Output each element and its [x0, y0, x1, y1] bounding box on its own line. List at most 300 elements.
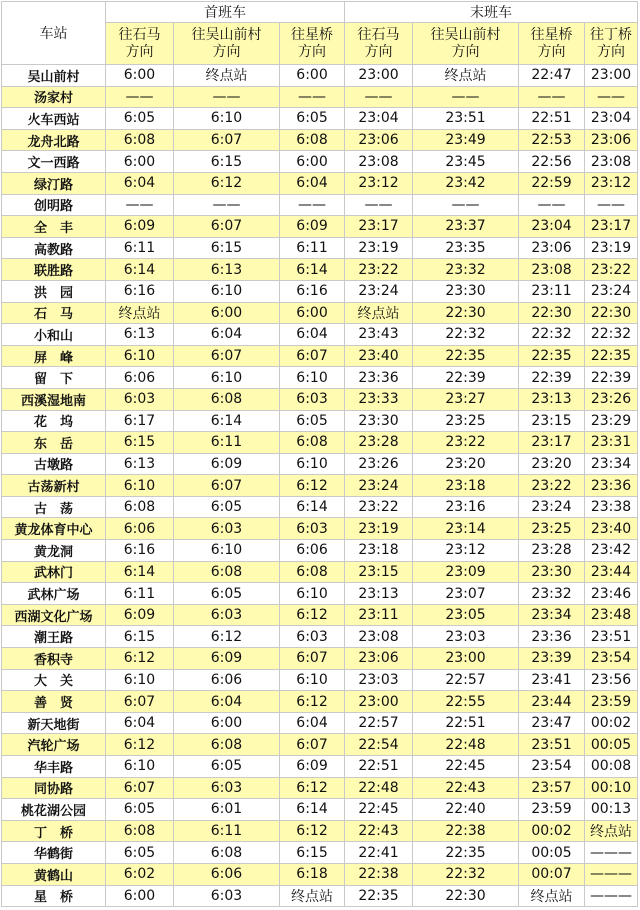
time-cell: 6:16 [106, 280, 174, 302]
time-cell: 6:14 [106, 259, 174, 281]
station-name: 黄龙洞 [2, 540, 106, 562]
time-cell: 终点站 [174, 65, 280, 87]
table-row [2, 432, 638, 454]
station-name: 东 岳 [2, 432, 106, 454]
time-cell: 22:35 [519, 345, 585, 367]
time-cell: 6:09 [174, 453, 280, 475]
station-name: 同协路 [2, 777, 106, 799]
time-cell: 6:00 [280, 65, 345, 87]
time-cell: 23:27 [413, 388, 519, 410]
time-cell: 00:10 [585, 777, 638, 799]
time-cell: 22:30 [413, 302, 519, 324]
station-name: 华鹤街 [2, 842, 106, 864]
time-cell: 23:34 [519, 604, 585, 626]
station-name: 联胜路 [2, 259, 106, 281]
first-direction-header: 往星桥 方向 [280, 23, 345, 65]
time-cell: 23:33 [345, 388, 413, 410]
time-cell: 6:04 [280, 324, 345, 346]
time-cell: 6:03 [106, 388, 174, 410]
time-cell: 22:54 [345, 734, 413, 756]
time-cell: 23:00 [345, 65, 413, 87]
time-cell: 22:35 [413, 345, 519, 367]
time-cell: 6:08 [106, 129, 174, 151]
time-cell: 6:15 [280, 842, 345, 864]
time-cell: 6:14 [280, 496, 345, 518]
time-cell: 23:42 [413, 172, 519, 194]
time-cell: 23:13 [519, 388, 585, 410]
time-cell: 6:10 [280, 453, 345, 475]
time-cell: 6:10 [280, 367, 345, 389]
station-name: 洪 园 [2, 280, 106, 302]
time-cell: 23:49 [413, 129, 519, 151]
time-cell: 23:36 [345, 367, 413, 389]
time-cell: 23:05 [413, 604, 519, 626]
time-cell: 22:56 [519, 151, 585, 173]
table-row [2, 885, 638, 907]
time-cell: 6:12 [106, 734, 174, 756]
time-cell: 6:05 [174, 496, 280, 518]
time-cell: 23:32 [519, 583, 585, 605]
station-name: 古 荡 [2, 496, 106, 518]
time-cell: 6:08 [106, 496, 174, 518]
time-cell: 22:57 [345, 712, 413, 734]
station-name: 汽轮广场 [2, 734, 106, 756]
time-cell: 6:09 [280, 216, 345, 238]
time-cell: 22:41 [345, 842, 413, 864]
time-cell: 6:08 [174, 842, 280, 864]
time-cell: 23:51 [585, 626, 638, 648]
time-cell: 6:12 [174, 172, 280, 194]
time-cell: —— [106, 194, 174, 216]
table-row [2, 302, 638, 324]
time-cell: 6:06 [174, 863, 280, 885]
table-row [2, 151, 638, 173]
table-row [2, 65, 638, 87]
time-cell: 23:18 [345, 540, 413, 562]
time-cell: 23:43 [345, 324, 413, 346]
time-cell: 6:05 [106, 842, 174, 864]
time-cell: 00:02 [585, 712, 638, 734]
time-cell: 22:35 [585, 345, 638, 367]
time-cell: 6:03 [280, 626, 345, 648]
time-cell: 6:06 [106, 367, 174, 389]
time-cell: 6:11 [174, 432, 280, 454]
table-row [2, 345, 638, 367]
time-cell: 23:30 [413, 280, 519, 302]
time-cell: 23:22 [345, 496, 413, 518]
time-cell: 6:03 [174, 518, 280, 540]
station-name: 武林广场 [2, 583, 106, 605]
time-cell: 6:04 [280, 712, 345, 734]
time-cell: 23:19 [345, 518, 413, 540]
time-cell: 6:16 [280, 280, 345, 302]
time-cell: 22:48 [345, 777, 413, 799]
table-row [2, 583, 638, 605]
time-cell: 6:02 [106, 863, 174, 885]
time-cell: 23:59 [585, 691, 638, 713]
time-cell: 6:10 [106, 475, 174, 497]
table-row [2, 280, 638, 302]
time-cell: 23:17 [585, 216, 638, 238]
timetable-body [2, 65, 638, 907]
time-cell: 6:07 [174, 216, 280, 238]
time-cell: 6:04 [280, 172, 345, 194]
station-name: 新天地街 [2, 712, 106, 734]
table-row [2, 518, 638, 540]
time-cell: 23:07 [413, 583, 519, 605]
time-cell: ——— [585, 863, 638, 885]
time-cell: 23:22 [345, 259, 413, 281]
time-cell: 22:55 [413, 691, 519, 713]
time-cell: 23:36 [585, 475, 638, 497]
time-cell: 23:39 [519, 648, 585, 670]
time-cell: 6:11 [106, 237, 174, 259]
time-cell: 22:43 [413, 777, 519, 799]
time-cell: 22:51 [519, 108, 585, 130]
time-cell: 23:13 [345, 583, 413, 605]
time-cell: 22:53 [519, 129, 585, 151]
time-cell: 23:00 [345, 691, 413, 713]
time-cell: 23:41 [519, 669, 585, 691]
time-cell: 6:18 [280, 863, 345, 885]
time-cell: 6:11 [106, 583, 174, 605]
time-cell: 6:12 [280, 820, 345, 842]
time-cell: 6:03 [280, 518, 345, 540]
time-cell: 00:07 [519, 863, 585, 885]
time-cell: 23:04 [345, 108, 413, 130]
time-cell: 23:48 [585, 604, 638, 626]
table-row [2, 237, 638, 259]
time-cell: 6:08 [174, 734, 280, 756]
table-row [2, 496, 638, 518]
time-cell: 23:54 [519, 756, 585, 778]
time-cell: 6:15 [174, 237, 280, 259]
time-cell: 6:05 [280, 410, 345, 432]
station-name: 潮王路 [2, 626, 106, 648]
time-cell: 23:25 [519, 518, 585, 540]
time-cell: 23:20 [413, 453, 519, 475]
station-name: 汤家村 [2, 86, 106, 108]
time-cell: 6:14 [106, 561, 174, 583]
table-row [2, 259, 638, 281]
subway-timetable [1, 1, 638, 907]
time-cell: 6:12 [280, 777, 345, 799]
time-cell: 23:20 [519, 453, 585, 475]
time-cell: 6:09 [106, 216, 174, 238]
time-cell: 23:42 [585, 540, 638, 562]
time-cell: 6:13 [106, 324, 174, 346]
time-cell: 6:12 [174, 626, 280, 648]
time-cell: 6:16 [106, 540, 174, 562]
station-name: 龙舟北路 [2, 129, 106, 151]
time-cell: 6:11 [280, 237, 345, 259]
table-row [2, 842, 638, 864]
time-cell: 22:32 [519, 324, 585, 346]
time-cell: 23:16 [413, 496, 519, 518]
time-cell: 6:10 [280, 583, 345, 605]
time-cell: 6:05 [280, 108, 345, 130]
time-cell: 23:40 [345, 345, 413, 367]
time-cell: 22:30 [585, 302, 638, 324]
time-cell: 6:01 [174, 799, 280, 821]
time-cell: 23:08 [585, 151, 638, 173]
time-cell: 23:03 [413, 626, 519, 648]
station-name: 绿汀路 [2, 172, 106, 194]
time-cell: 22:32 [413, 863, 519, 885]
station-name: 西湖文化广场 [2, 604, 106, 626]
time-cell: 22:38 [413, 820, 519, 842]
table-row [2, 561, 638, 583]
time-cell: 6:09 [174, 648, 280, 670]
time-cell: 22:35 [413, 842, 519, 864]
time-cell: 23:30 [519, 561, 585, 583]
time-cell: 6:10 [106, 669, 174, 691]
time-cell: 6:03 [174, 885, 280, 907]
time-cell: 23:26 [345, 453, 413, 475]
time-cell: —— [174, 194, 280, 216]
time-cell: 22:38 [345, 863, 413, 885]
time-cell: 6:10 [174, 540, 280, 562]
time-cell: 23:22 [519, 475, 585, 497]
time-cell: 23:08 [345, 626, 413, 648]
station-name: 华丰路 [2, 756, 106, 778]
time-cell: 23:00 [585, 65, 638, 87]
time-cell: 6:08 [280, 129, 345, 151]
time-cell: 23:24 [345, 475, 413, 497]
time-cell: 23:45 [413, 151, 519, 173]
time-cell: 23:22 [413, 432, 519, 454]
time-cell: 6:07 [280, 734, 345, 756]
station-name: 丁 桥 [2, 820, 106, 842]
time-cell: 23:14 [413, 518, 519, 540]
time-cell: 23:15 [345, 561, 413, 583]
station-name: 火车西站 [2, 108, 106, 130]
time-cell: 22:57 [413, 669, 519, 691]
station-column-header: 车站 [2, 2, 106, 65]
time-cell: 6:08 [174, 561, 280, 583]
time-cell: 23:12 [345, 172, 413, 194]
time-cell: 23:11 [345, 604, 413, 626]
table-row [2, 129, 638, 151]
last-direction-header: 往吴山前村 方向 [413, 23, 519, 65]
time-cell: 23:12 [413, 540, 519, 562]
table-row [2, 799, 638, 821]
time-cell: —— [280, 86, 345, 108]
table-row [2, 216, 638, 238]
time-cell: 23:03 [345, 669, 413, 691]
last-direction-header: 往石马 方向 [345, 23, 413, 65]
time-cell: 6:00 [174, 302, 280, 324]
time-cell: 23:28 [345, 432, 413, 454]
time-cell: 22:39 [519, 367, 585, 389]
station-name: 文一西路 [2, 151, 106, 173]
time-cell: 23:17 [519, 432, 585, 454]
time-cell: 23:35 [413, 237, 519, 259]
time-cell: 6:08 [280, 561, 345, 583]
time-cell: 6:14 [280, 259, 345, 281]
station-name: 花 坞 [2, 410, 106, 432]
station-name: 黄龙体育中心 [2, 518, 106, 540]
table-row [2, 648, 638, 670]
time-cell: 6:05 [174, 756, 280, 778]
time-cell: 6:12 [280, 475, 345, 497]
time-cell: —— [280, 194, 345, 216]
table-row [2, 691, 638, 713]
table-row [2, 367, 638, 389]
station-name: 全 丰 [2, 216, 106, 238]
table-row [2, 626, 638, 648]
time-cell: 6:03 [280, 388, 345, 410]
time-cell: 6:14 [174, 410, 280, 432]
time-cell: 23:08 [519, 259, 585, 281]
station-name: 屏 峰 [2, 345, 106, 367]
time-cell: 6:00 [280, 302, 345, 324]
time-cell: 23:24 [345, 280, 413, 302]
time-cell: 6:15 [106, 432, 174, 454]
station-name: 大 关 [2, 669, 106, 691]
time-cell: 00:02 [519, 820, 585, 842]
first-direction-header: 往石马 方向 [106, 23, 174, 65]
time-cell: 23:37 [413, 216, 519, 238]
time-cell: 6:08 [106, 820, 174, 842]
time-cell: 6:12 [280, 691, 345, 713]
time-cell: 6:12 [280, 604, 345, 626]
station-name: 西溪湿地南 [2, 388, 106, 410]
station-name: 留 下 [2, 367, 106, 389]
time-cell: 23:36 [519, 626, 585, 648]
time-cell: 22:30 [413, 885, 519, 907]
table-row [2, 453, 638, 475]
time-cell: 00:13 [585, 799, 638, 821]
time-cell: —— [519, 194, 585, 216]
time-cell: 6:03 [174, 604, 280, 626]
time-cell: 23:44 [585, 561, 638, 583]
time-cell: 23:56 [585, 669, 638, 691]
time-cell: 22:39 [413, 367, 519, 389]
time-cell: 6:07 [174, 345, 280, 367]
time-cell: 22:43 [345, 820, 413, 842]
time-cell: 终点站 [413, 65, 519, 87]
time-cell: 6:07 [106, 777, 174, 799]
time-cell: 22:40 [413, 799, 519, 821]
time-cell: 23:40 [585, 518, 638, 540]
time-cell: 23:59 [519, 799, 585, 821]
time-cell: 22:47 [519, 65, 585, 87]
time-cell: 00:05 [585, 734, 638, 756]
time-cell: 23:17 [345, 216, 413, 238]
time-cell: —— [413, 194, 519, 216]
time-cell: 23:24 [585, 280, 638, 302]
time-cell: 6:11 [174, 820, 280, 842]
time-cell: 22:51 [345, 756, 413, 778]
time-cell: 6:05 [174, 583, 280, 605]
time-cell: 22:30 [519, 302, 585, 324]
time-cell: 6:05 [106, 799, 174, 821]
time-cell: 6:00 [280, 151, 345, 173]
time-cell: 6:07 [174, 475, 280, 497]
time-cell: —— [106, 86, 174, 108]
time-cell: 22:39 [585, 367, 638, 389]
time-cell: —— [413, 86, 519, 108]
time-cell: 22:32 [413, 324, 519, 346]
time-cell: 22:45 [413, 756, 519, 778]
time-cell: 6:14 [280, 799, 345, 821]
time-cell: —— [345, 86, 413, 108]
time-cell: 6:07 [106, 691, 174, 713]
time-cell: 23:47 [519, 712, 585, 734]
table-row [2, 540, 638, 562]
table-row [2, 194, 638, 216]
time-cell: 23:06 [345, 129, 413, 151]
time-cell: 22:32 [585, 324, 638, 346]
first-train-header: 首班车 [106, 2, 345, 23]
time-cell: 23:30 [345, 410, 413, 432]
last-train-header: 末班车 [345, 2, 638, 23]
time-cell: 23:46 [585, 583, 638, 605]
time-cell: 23:24 [519, 496, 585, 518]
time-cell: 23:11 [519, 280, 585, 302]
time-cell: 终点站 [585, 820, 638, 842]
time-cell: 6:00 [174, 712, 280, 734]
time-cell: 6:08 [174, 388, 280, 410]
time-cell: 23:18 [413, 475, 519, 497]
time-cell: 23:51 [413, 108, 519, 130]
time-cell: 23:04 [585, 108, 638, 130]
station-name: 创明路 [2, 194, 106, 216]
time-cell: 23:51 [519, 734, 585, 756]
time-cell: 6:15 [106, 626, 174, 648]
time-cell: 6:05 [106, 108, 174, 130]
table-row [2, 756, 638, 778]
first-direction-header: 往吴山前村 方向 [174, 23, 280, 65]
table-row [2, 86, 638, 108]
time-cell: 6:17 [106, 410, 174, 432]
station-name: 古荡新村 [2, 475, 106, 497]
time-cell: 22:51 [413, 712, 519, 734]
table-row [2, 604, 638, 626]
time-cell: 6:10 [106, 345, 174, 367]
time-cell: 6:06 [280, 540, 345, 562]
time-cell: 22:45 [345, 799, 413, 821]
time-cell: 23:06 [519, 237, 585, 259]
time-cell: 23:29 [585, 410, 638, 432]
time-cell: 6:13 [106, 453, 174, 475]
station-name: 吴山前村 [2, 65, 106, 87]
time-cell: 6:08 [280, 432, 345, 454]
table-row [2, 777, 638, 799]
time-cell: 6:10 [174, 367, 280, 389]
table-row [2, 172, 638, 194]
time-cell: 6:10 [174, 108, 280, 130]
table-row [2, 410, 638, 432]
time-cell: 6:06 [174, 669, 280, 691]
time-cell: —— [585, 194, 638, 216]
time-cell: 6:09 [106, 604, 174, 626]
table-row [2, 669, 638, 691]
time-cell: 6:00 [106, 885, 174, 907]
time-cell: 23:57 [519, 777, 585, 799]
time-cell: 23:26 [585, 388, 638, 410]
time-cell: 22:35 [345, 885, 413, 907]
station-name: 黄鹤山 [2, 863, 106, 885]
time-cell: 23:22 [585, 259, 638, 281]
time-cell: 23:06 [345, 648, 413, 670]
time-cell: ——— [585, 885, 638, 907]
time-cell: 6:15 [174, 151, 280, 173]
station-name: 高教路 [2, 237, 106, 259]
time-cell: 23:28 [519, 540, 585, 562]
time-cell: 6:04 [106, 172, 174, 194]
